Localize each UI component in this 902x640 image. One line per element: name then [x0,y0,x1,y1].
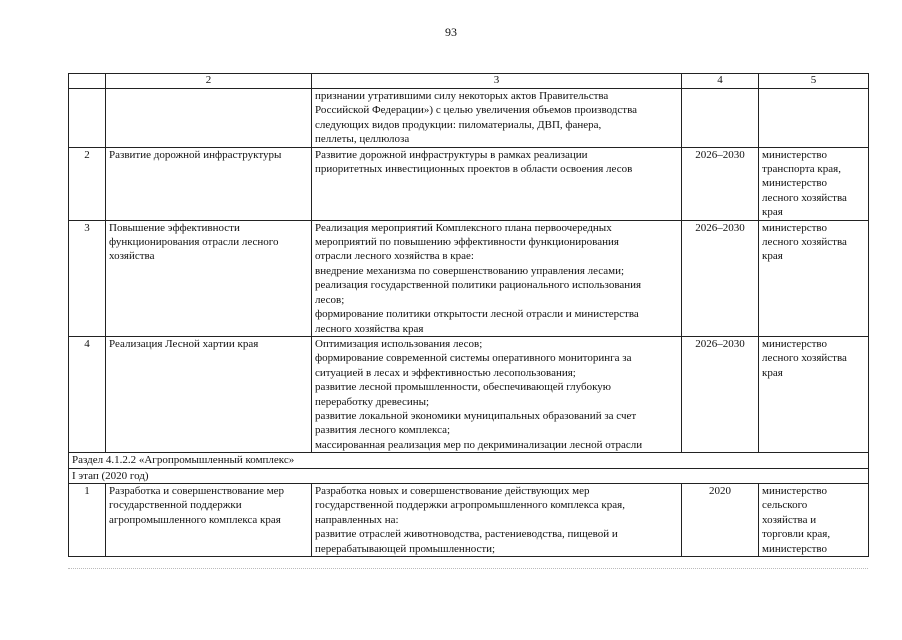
measure-period: 2026–2030 [682,336,759,452]
measure-title: Развитие дорожной инфраструктуры [106,147,312,220]
measure-responsible: министерство лесного хозяйства края [759,336,869,452]
row-number [69,89,106,148]
measure-period: 2020 [682,483,759,556]
header-col-3: 3 [312,74,682,89]
section-row [69,453,869,468]
header-col-5: 5 [759,74,869,89]
table-row [69,483,869,556]
section-title: Раздел 4.1.2.2 «Агропромышленный комплекс» [69,453,869,468]
stage-row [69,468,869,483]
measure-period [682,89,759,148]
table-row [69,220,869,336]
measure-title: Реализация Лесной хартии края [106,336,312,452]
page-bottom-edge [68,568,868,571]
measure-title [106,89,312,148]
plan-table [68,73,869,557]
table-row [69,147,869,220]
measure-title: Повышение эффективности функционирования отрасли лесного хозяйства [106,220,312,336]
header-col-1 [69,74,106,89]
measure-text: Реализация мероприятий Комплексного плана первоочередных мероприятий по повышению эффективности функционирования отрасли лесного хозяйства в крае: внедрение механизма по совершенствованию управления лесами; реализация государственной политики рационального использования лесов; формирование политики открытости лесной отрасли и министерства лесного хозяйства края [312,220,682,336]
table-row [69,89,869,148]
measure-text: Оптимизация использования лесов; формирование современной системы оперативного мониторинга за ситуацией в лесах и эффективностью лесопользования; развитие лесной промышленности, обеспечивающей глубокую переработку древесины; развитие локальной экономики муниципальных образований за счет развития лесного комплекса; массированная реализация мер по декриминализации лесной отрасли [312,336,682,452]
measure-text: Развитие дорожной инфраструктуры в рамках реализации приоритетных инвестиционных проектов в области освоения лесов [312,147,682,220]
row-number: 4 [69,336,106,452]
header-col-2: 2 [106,74,312,89]
measure-responsible: министерство лесного хозяйства края [759,220,869,336]
measure-text: Разработка новых и совершенствование действующих мер государственной поддержки агропромышленного комплекса края, направленных на: развитие отраслей животноводства, растениеводства, пищевой и перерабатывающей промышленности; [312,483,682,556]
header-row [69,74,869,89]
measure-responsible [759,89,869,148]
measure-period: 2026–2030 [682,147,759,220]
header-col-4: 4 [682,74,759,89]
measure-period: 2026–2030 [682,220,759,336]
row-number: 3 [69,220,106,336]
row-number: 2 [69,147,106,220]
table-row [69,336,869,452]
stage-title: I этап (2020 год) [69,468,869,483]
row-number: 1 [69,483,106,556]
measure-responsible: министерство транспорта края, министерство лесного хозяйства края [759,147,869,220]
page-number: 93 [445,25,457,39]
measure-text: признании утратившими силу некоторых актов Правительства Российской Федерации») с целью увеличения объемов производства следующих видов продукции: пиломатериалы, ДВП, фанера, пеллеты, целлюлоза [312,89,682,148]
measure-responsible: министерство сельского хозяйства и торговли края, министерство [759,483,869,556]
measure-title: Разработка и совершенствование мер государственной поддержки агропромышленного комплекса края [106,483,312,556]
